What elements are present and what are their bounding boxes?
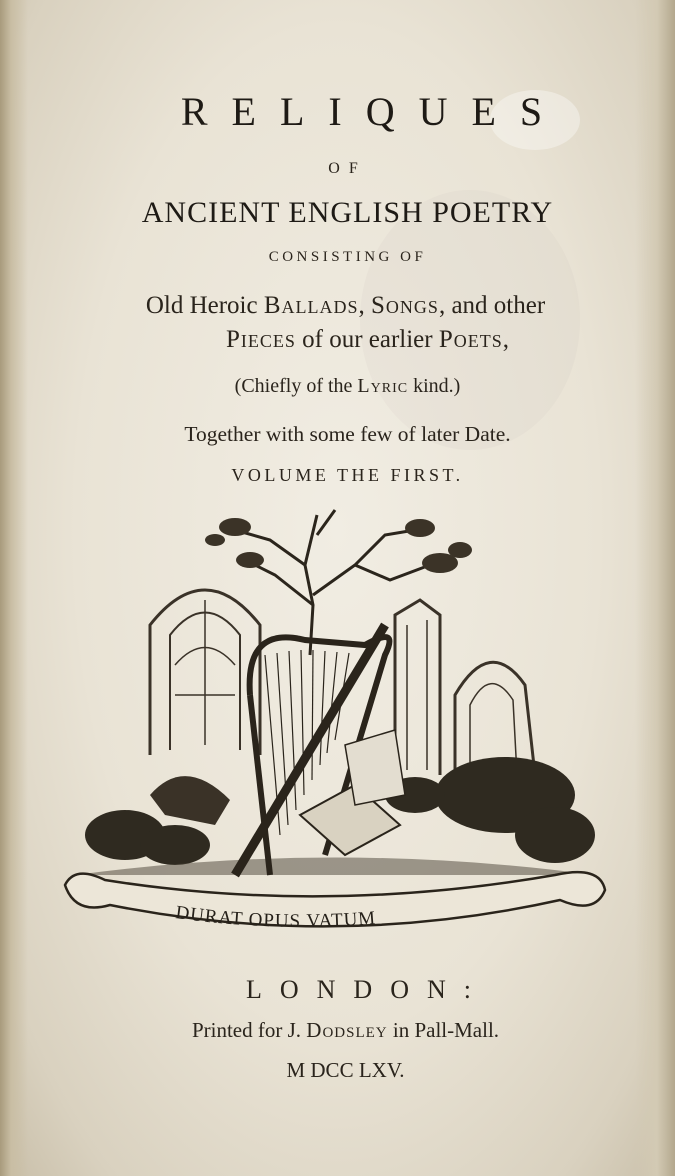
text-span: , and other — [438, 292, 546, 319]
description-line-3 — [0, 375, 675, 398]
text-span: , — [502, 326, 510, 353]
engraved-vignette — [55, 495, 615, 955]
motto-text: DURAT OPUS VATUM — [174, 902, 377, 932]
text-span: kind.) — [408, 375, 461, 397]
consisting-of-label: CONSISTING OF — [268, 249, 427, 265]
title-of: OF — [328, 160, 367, 177]
small-caps-poets: Poets — [438, 326, 503, 353]
text-span: in Pall-Mall. — [387, 1018, 500, 1042]
bare-tree — [235, 510, 430, 655]
description-line-1 — [0, 292, 675, 320]
ruin-tower — [395, 600, 440, 775]
volume-label: VOLUME THE FIRST. — [231, 465, 464, 485]
book-subtitle: ANCIENT ENGLISH POETRY — [141, 196, 554, 229]
helmet — [150, 776, 230, 825]
imprint-date: M DCC LXV. — [286, 1058, 405, 1082]
text-span: Printed for J. — [191, 1018, 307, 1042]
text-span: Old Heroic — [145, 292, 264, 319]
small-caps-pieces: Pieces — [225, 326, 296, 353]
small-caps-songs: Songs — [371, 292, 439, 319]
text-span: (Chiefly of the — [234, 375, 358, 397]
tree-foliage — [205, 518, 472, 573]
description-line-2 — [0, 326, 675, 354]
text-span: , — [358, 292, 372, 319]
small-caps-ballads: Ballads — [263, 292, 359, 319]
description-line-4: Together with some few of later Date. — [184, 422, 511, 446]
small-caps-dodsley: Dodsley — [306, 1018, 388, 1042]
text-span: of our earlier — [295, 326, 439, 353]
sheet-music — [345, 730, 405, 805]
imprint-place: LONDON: — [246, 975, 489, 1004]
small-caps-lyric: Lyric — [357, 375, 409, 397]
book-title: RELIQUES — [180, 89, 567, 134]
imprint-printer — [0, 1018, 675, 1043]
